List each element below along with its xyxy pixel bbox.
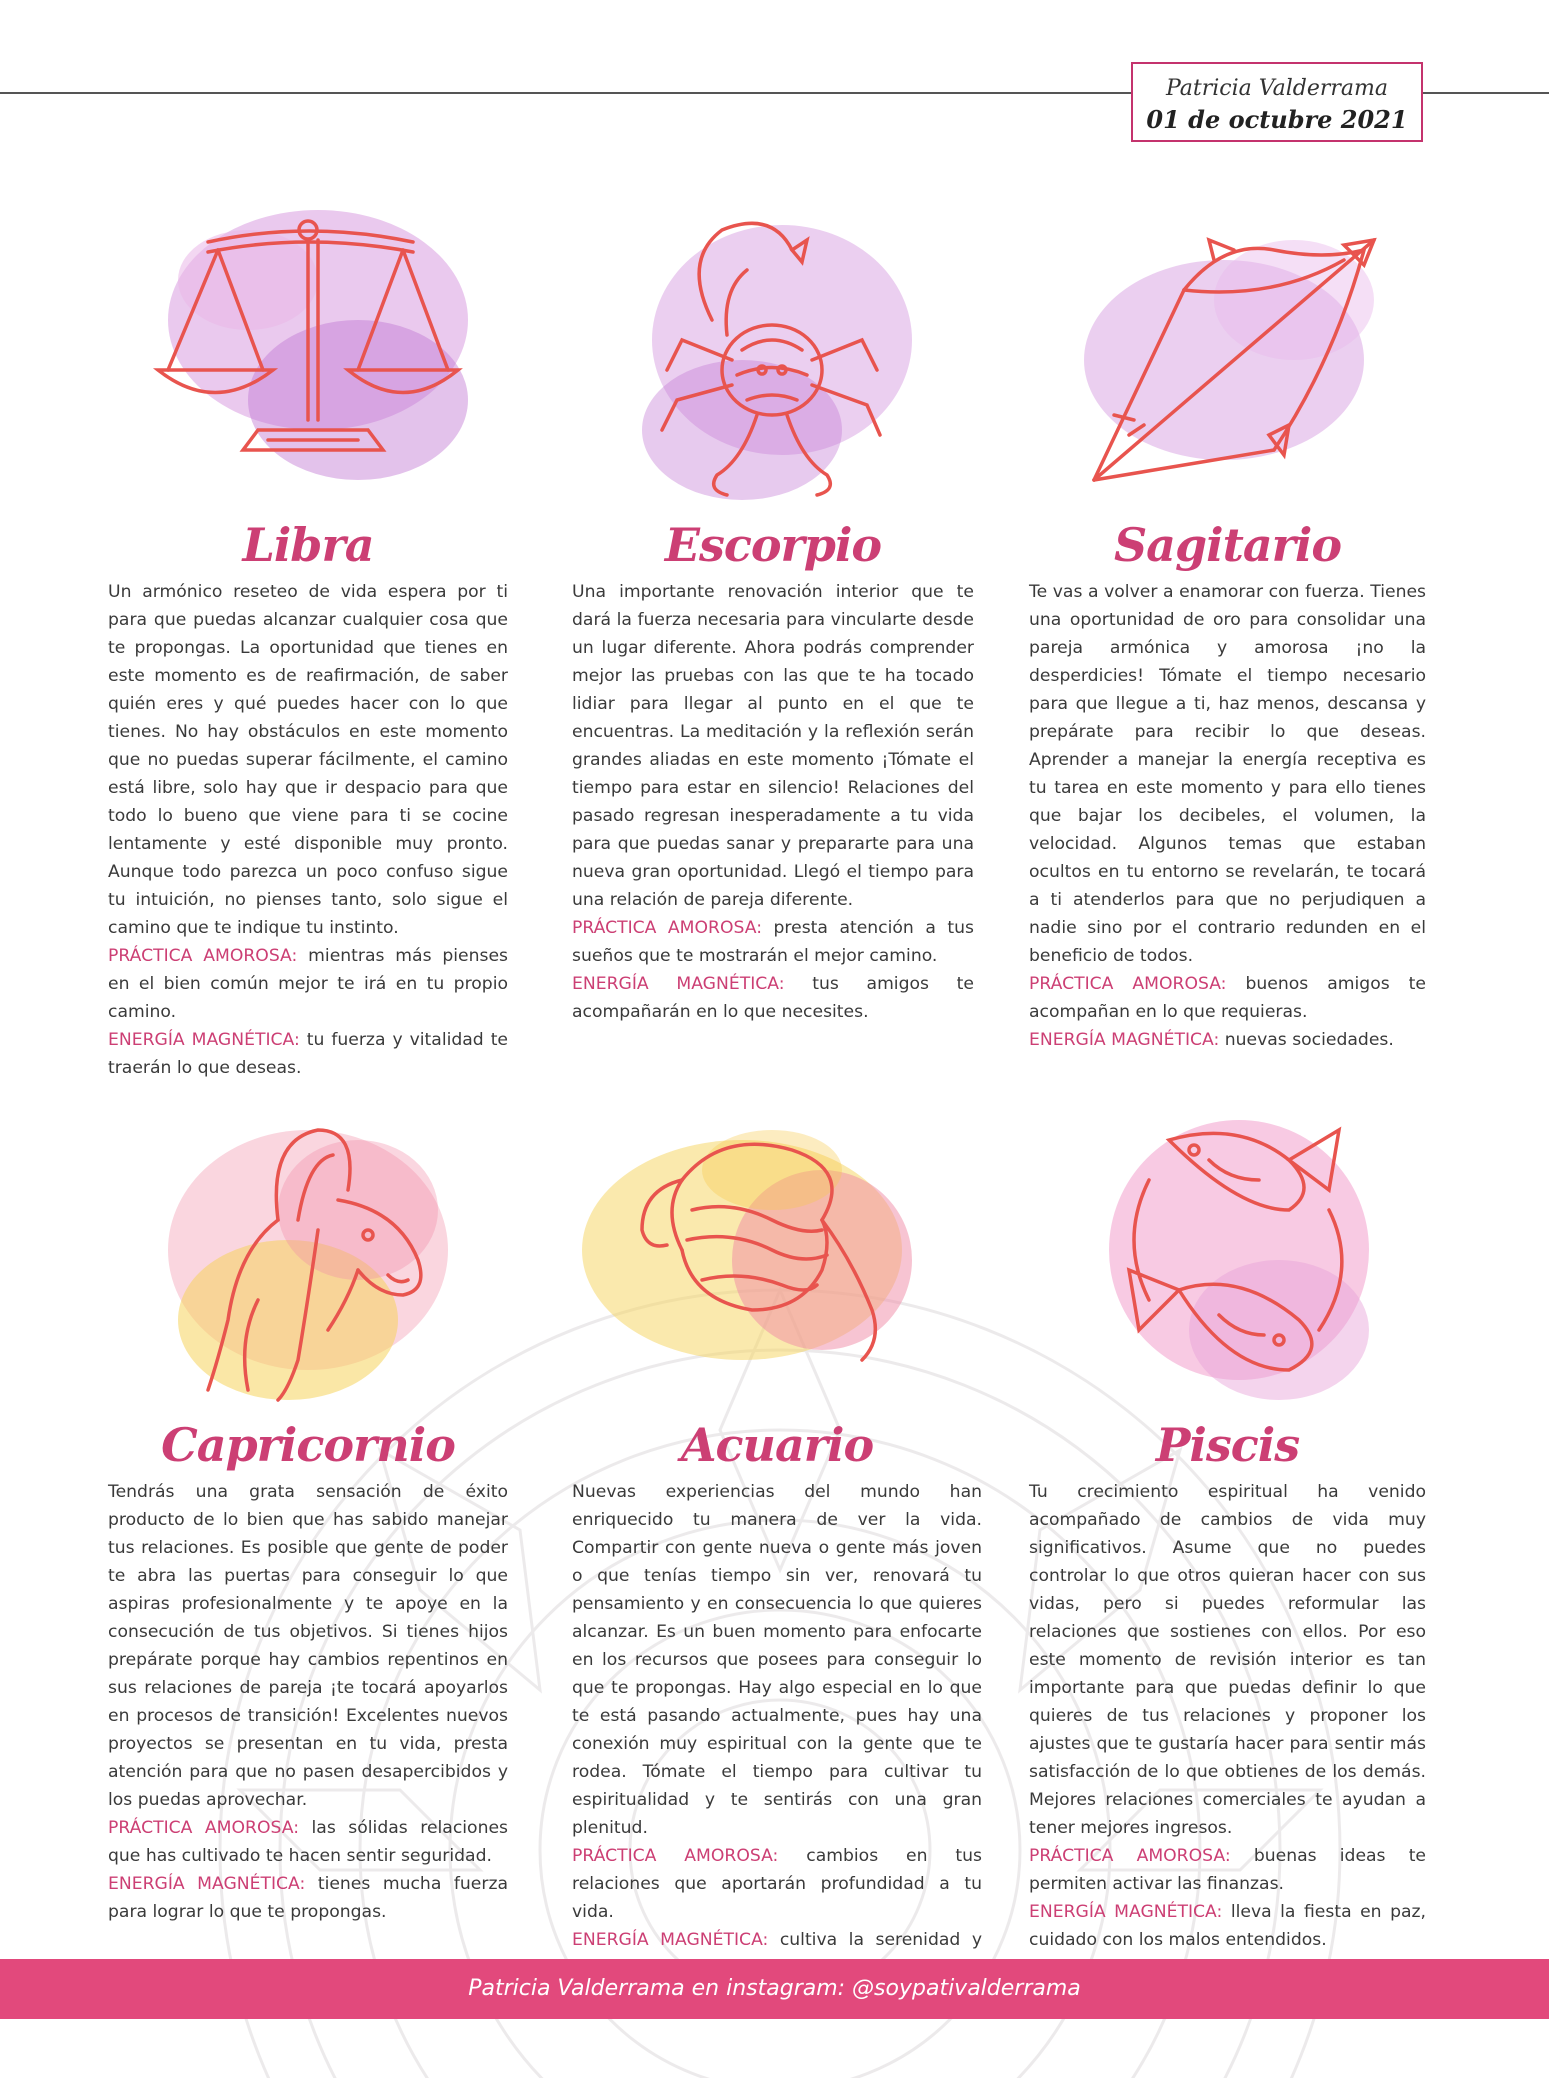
sign-title: Acuario: [680, 1418, 874, 1472]
footer-band: [0, 1959, 1549, 2019]
love-label: PRÁCTICA AMOROSA:: [572, 918, 762, 938]
two-fish-icon: [1089, 1100, 1389, 1420]
author-name: Patricia Valderrama: [1165, 76, 1389, 101]
energy-label: ENERGÍA MAGNÉTICA:: [572, 1930, 769, 1950]
love-label: PRÁCTICA AMOROSA:: [108, 946, 298, 966]
energy-text: nuevas sociedades.: [1224, 1030, 1394, 1050]
water-jar-icon: [572, 1110, 922, 1380]
love-text: cambios en tus relaciones que aportarán profundidad a tu vida.: [572, 1846, 982, 1922]
sign-body: [572, 1478, 982, 1982]
energy-text: tienes mucha fuerza para lograr lo que te propongas.: [108, 1874, 509, 1922]
sign-body: [572, 578, 974, 1026]
energy-label: ENERGÍA MAGNÉTICA:: [108, 1030, 300, 1050]
sign-body: [108, 578, 508, 1082]
love-label: PRÁCTICA AMOROSA:: [1029, 1846, 1231, 1866]
horoscope-text: Una importante renovación interior que te dará la fuerza necesaria para vincularte desde un lugar diferente. Ahora podrás comprender mejor las pruebas con las que te ha tocado lidiar para llegar al punto en el que te encuentras. La meditación y la reflexión serán grandes aliadas en este momento ¡Tómate el tiempo para estar en silencio! Relaciones del pasado regresan inesperadamente a tu vida para que puedas sanar y prepararte para una nueva gran oportunidad. Llegó el tiempo para una relación de pareja diferente.: [572, 582, 974, 910]
love-text: las sólidas relaciones que has cultivado te hacen sentir seguridad.: [108, 1818, 508, 1866]
sign-title: Capricornio: [161, 1418, 455, 1472]
sign-body: [1029, 578, 1426, 1054]
sign-acuario: [572, 1100, 982, 1950]
energy-label: ENERGÍA MAGNÉTICA:: [572, 974, 785, 994]
footer-instagram-text: Patricia Valderrama en instagram: @soypativalderrama: [468, 1976, 1081, 2001]
sign-title: Libra: [242, 518, 374, 572]
horoscope-text: Te vas a volver a enamorar con fuerza. Tienes una oportunidad de oro para consolidar una pareja armónica y amorosa ¡no la desperdicies! Tómate el tiempo necesario para que llegue a ti, haz menos, descansa y prepárate para recibir lo que deseas. Aprender a manejar la energía receptiva es tu tarea en este momento y para ello tienes que bajar los decibeles, el volumen, la velocidad. Algunos temas que estaban ocultos en tu entorno se revelarán, te tocará a ti atenderlos para que no perjudiquen a nadie sino por el contrario redunden en el beneficio de todos.: [1029, 582, 1426, 966]
issue-date: 01 de octubre 2021: [1146, 105, 1408, 134]
horoscope-text: Un armónico reseteo de vida espera por ti para que puedas alcanzar cualquier cosa que te propongas. La oportunidad que tienes en este momento es de reafirmación, de saber quién eres y qué puedes hacer con lo que tienes. No hay obstáculos en este momento que no puedas superar fácilmente, el camino está libre, solo hay que ir despacio para que todo lo bueno que viene para ti se cocine lentamente y esté disponible muy pronto. Aunque todo parezca un poco confuso sigue tu intuición, no pienses tanto, solo sigue el camino que te indique tu instinto.: [108, 582, 508, 938]
bow-arrow-icon: [1074, 220, 1394, 500]
horoscope-text: Nuevas experiencias del mundo han enriquecido tu manera de ver la vida. Compartir con gente nueva o gente más joven o que tenías tiempo sin ver, renovará tu pensamiento y en consecuencia lo que quieres alcanzar. Es un buen momento para enfocarte en los recursos que posees para conseguir lo que te propongas. Hay algo especial en lo que te está pasando actualmente, pues hay una conexión muy espiritual con la gente que te rodea. Tómate el tiempo para cultivar tu espiritualidad y te sentirás con una gran plenitud.: [572, 1482, 982, 1838]
sign-capricornio: [108, 1100, 508, 1920]
libra-scales-icon: [148, 200, 468, 500]
love-text: mientras más pienses en el bien común mejor te irá en tu propio camino.: [108, 946, 509, 1022]
sign-title: Escorpio: [664, 518, 882, 572]
sign-libra: [108, 200, 508, 1100]
energy-label: ENERGÍA MAGNÉTICA:: [1029, 1030, 1220, 1050]
scorpion-icon: [622, 200, 922, 520]
sign-piscis: [1029, 1100, 1427, 1950]
goat-icon: [158, 1100, 478, 1420]
love-label: PRÁCTICA AMOROSA:: [572, 1846, 779, 1866]
sign-title: Sagitario: [1113, 518, 1342, 572]
energy-label: ENERGÍA MAGNÉTICA:: [108, 1874, 306, 1894]
love-label: PRÁCTICA AMOROSA:: [108, 1818, 299, 1838]
sign-sagitario: [1029, 200, 1426, 1100]
love-text: presta atención a tus sueños que te mostrarán el mejor camino.: [572, 918, 974, 966]
horoscope-text: Tendrás una grata sensación de éxito producto de lo bien que has sabido manejar tus relaciones. Es posible que gente de poder te abra las puertas para conseguir lo que aspiras profesionalmente y te apoye en la consecución de tus objetivos. Si tienes hijos prepárate porque hay cambios repentinos en sus relaciones de pareja ¡te tocará apoyarlos en procesos de transición! Excelentes nuevos proyectos se presentan en tu vida, presta atención para que no pasen desapercibidos y los puedas aprovechar.: [108, 1482, 508, 1810]
energy-label: ENERGÍA MAGNÉTICA:: [1029, 1902, 1223, 1922]
love-text: buenos amigos te acompañan en lo que requieras.: [1029, 974, 1426, 1022]
energy-text: tus amigos te acompañarán en lo que necesites.: [572, 974, 974, 1022]
horoscope-text: Tu crecimiento espiritual ha venido acompañado de cambios de vida muy significativos. Asume que no puedes controlar lo que otros quieran hacer con sus vidas, pero si puedes reformular las relaciones que sostienes con ellos. Por eso este momento de revisión interior es tan importante para que puedas definir lo que quieres de tus relaciones y proponer los ajustes que te gustaría hacer para sentir más satisfacción de lo que obtienes de los demás. Mejores relaciones comerciales te ayudan a tener mejores ingresos.: [1029, 1482, 1426, 1838]
energy-text: cultiva la serenidad y: [779, 1930, 982, 1950]
sign-body: [1029, 1478, 1426, 1954]
sign-body: [108, 1478, 508, 1926]
sign-escorpio: [572, 200, 974, 1100]
energy-text: lleva la fiesta en paz, cuidado con los malos entendidos.: [1029, 1902, 1427, 1950]
love-label: PRÁCTICA AMOROSA:: [1029, 974, 1227, 994]
love-text: buenas ideas te permiten activar las finanzas.: [1029, 1846, 1427, 1894]
sign-title: Piscis: [1155, 1418, 1300, 1472]
author-box: [1131, 62, 1423, 142]
energy-text: tu fuerza y vitalidad te traerán lo que deseas.: [108, 1030, 509, 1078]
